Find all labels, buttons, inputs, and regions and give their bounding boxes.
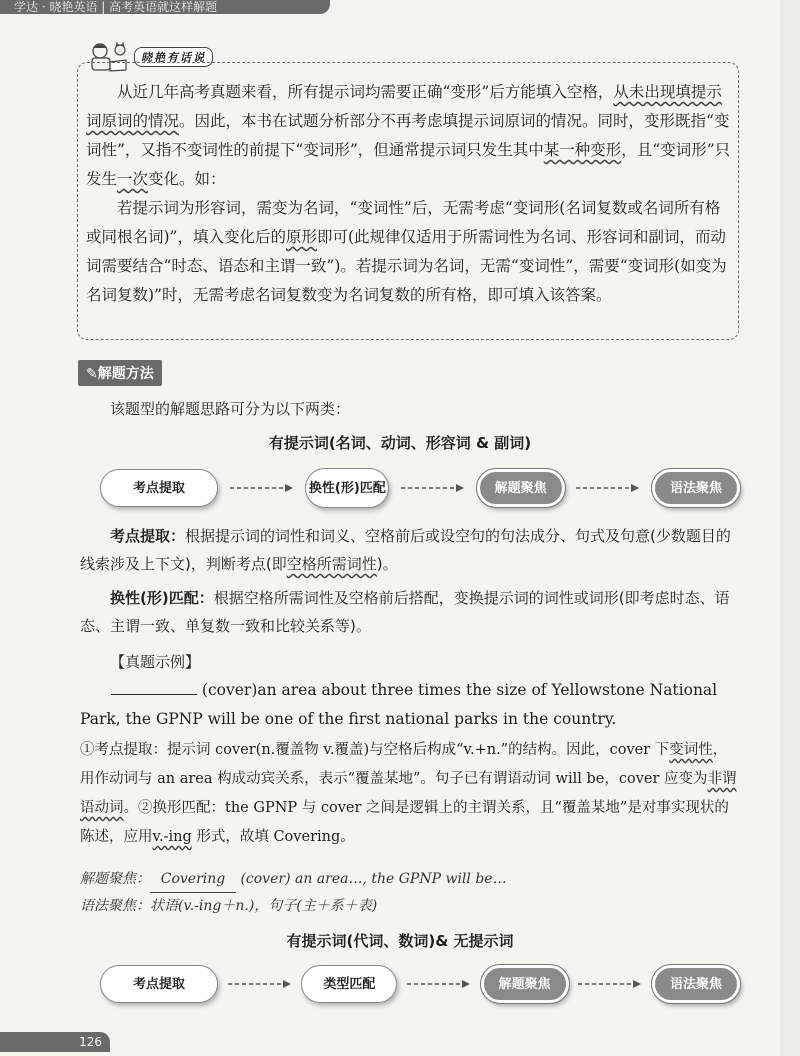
dashed-arrow-icon <box>397 979 480 989</box>
note-badge: 晓艳有话说 <box>134 47 213 67</box>
flow1-step-1: 考点提取 <box>100 469 218 507</box>
dashed-arrow-icon <box>565 483 652 493</box>
focus-grammar-line: 语法聚焦：状语(v.-ing＋n.)，句子(主＋系＋表) <box>80 898 378 914</box>
example-block <box>80 676 740 852</box>
flow2-step-4: 语法聚焦 <box>652 965 740 1003</box>
flow2-diagram <box>100 962 740 1006</box>
page-edge <box>780 0 800 1056</box>
flow2-step-3: 解题聚焦 <box>481 965 569 1003</box>
explain-extraction: 考点提取：根据提示词的词性和词义、空格前后或设空句的句法成分、句式及句意(少数题目的线索涉及上下文)，判断考点(即空格所需词性)。 <box>80 527 731 573</box>
flow2-title: 有提示词(代词、数词)& 无提示词 <box>286 932 514 950</box>
flow1-step-3: 解题聚焦 <box>477 469 565 507</box>
page-number: 126 <box>0 1032 110 1052</box>
note-paragraph: 从近几年高考真题来看，所有提示词均需要正确“变形”后方能填入空格，从未出现填提示词原词的情况。因此，本书在试题分析部分不再考虑填提示词原词的情况。同时，变形既指“变词性”，又指不变词性的前提下“变词形”，但通常提示词只发生其中某一种变形，且“变词形”只发生一次变化。如： <box>86 83 731 188</box>
flow1-title: 有提示词(名词、动词、形容词 & 副词) <box>268 434 532 452</box>
dashed-arrow-icon <box>389 483 476 493</box>
note-paragraph: 若提示词为形容词，需变为名词，“变词性”后，无需考虑“变词形(名词复数或名词所有格或同根名词)”，填入变化后的原形即可(此规律仅适用于所需词性为名词、形容词和副词，而动词需要结合“时态、语态和主谓一致”)。若提示词为名词，无需“变词性”，需要“变词形(如变为名词复数)”时，无需考虑名词复数变为名词复数的所有格，即可填入该答案。 <box>86 199 727 304</box>
example-analysis: ①考点提取：提示词 cover(n.覆盖物 v.覆盖)与空格后构成“v.+n.”的结构。因此，cover 下变词性，用作动词与 an area 构成动宾关系，表示“覆盖某地”。句子已有谓语动词 will be，cover 应变为非谓语动词。②换形匹配：the GPNP 与 cover 之间是逻辑上的主谓关系，且“覆盖某地”是对事实现状的陈述，应用v.-ing 形式，故填 Covering。 <box>80 742 737 845</box>
section-tag: ✎解题方法 <box>78 360 162 386</box>
flow2-step-1: 考点提取 <box>100 965 218 1003</box>
flow1-step-2: 换性(形)匹配 <box>305 468 389 508</box>
dashed-arrow-icon <box>569 979 652 989</box>
note-text <box>86 78 731 310</box>
explanation-block <box>80 522 740 640</box>
flow2-step-2: 类型匹配 <box>301 965 397 1003</box>
flow1-diagram <box>100 466 740 510</box>
example-sentence: (cover)an area about three times the size of Yellowstone National Park, the GPNP will be one of the first national parks in the country. <box>80 681 718 728</box>
intro-text: 该题型的解题思路可分为以下两类： <box>110 400 351 418</box>
flow1-step-4: 语法聚焦 <box>652 469 740 507</box>
focus-block <box>80 866 740 919</box>
example-label: 【真题示例】 <box>110 653 201 671</box>
dashed-arrow-icon <box>218 979 301 989</box>
running-header: 学达 · 晓艳英语 | 高考英语就这样解题 <box>0 0 330 14</box>
explain-matching: 换性(形)匹配：根据空格所需词性及空格前后搭配，变换提示词的词性或词形(即考虑时态、语态、主谓一致、单复数一致和比较关系等)。 <box>80 589 730 635</box>
focus-answer-line: 解题聚焦： Covering (cover) an area…, the GPNP will be… <box>80 866 740 893</box>
pencil-icon: ✎ <box>86 366 98 382</box>
answer-blank <box>111 680 197 695</box>
dashed-arrow-icon <box>218 483 305 493</box>
